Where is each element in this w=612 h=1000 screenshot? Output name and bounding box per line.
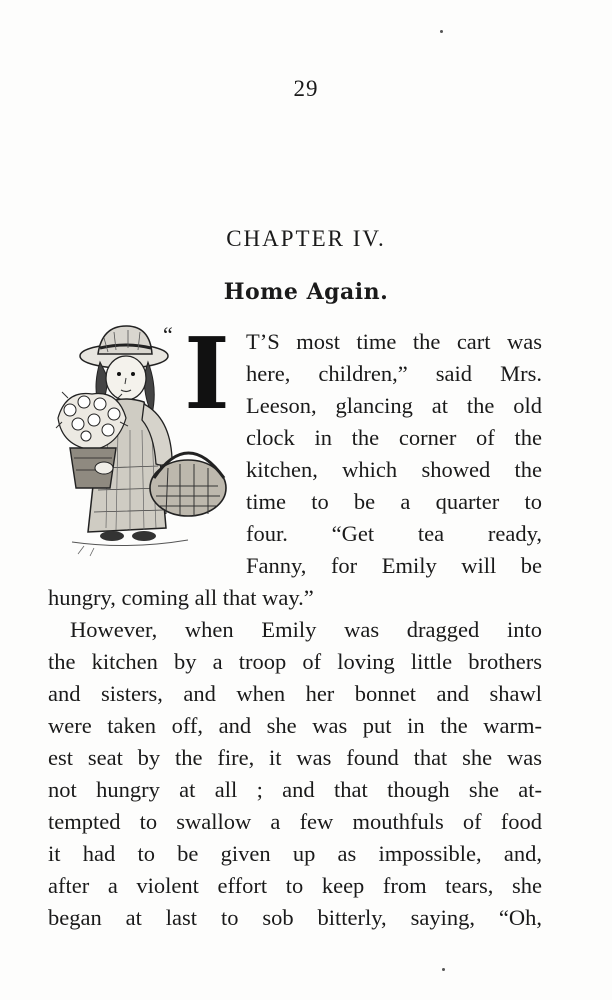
text-line: not hungry at all ; and that though she at-: [48, 777, 542, 802]
text-line: est seat by the fire, it was found that she was: [48, 745, 542, 770]
text-line: began at last to sob bitterly, saying, “Oh,: [48, 905, 542, 930]
text-line: it had to be given up as impossible, and,: [48, 841, 542, 866]
text-line: kitchen, which showed the: [246, 457, 542, 482]
text-line: were taken off, and she was put in the warm-: [48, 713, 542, 738]
chapter-heading: CHAPTER IV.: [226, 226, 386, 251]
full-width-paragraph-lines: [48, 582, 542, 934]
text-line: clock in the corner of the: [246, 425, 542, 450]
text-line: Fanny, for Emily will be: [246, 553, 542, 578]
text-line: the kitchen by a troop of loving little brothers: [48, 649, 542, 674]
text-line: T’S most time the cart was: [246, 329, 542, 354]
text-line: four. “Get tea ready,: [246, 521, 542, 546]
wrapped-paragraph-lines: [246, 326, 542, 582]
text-line: hungry, coming all that way.”: [48, 585, 314, 610]
text-line: here, children,” said Mrs.: [246, 361, 542, 386]
drop-cap-letter: I: [184, 317, 230, 432]
text-line: after a violent effort to keep from tears, she: [48, 873, 542, 898]
chapter-title: Home Again.: [223, 279, 389, 305]
page-number: 29: [293, 76, 319, 101]
paper-speck: [440, 30, 443, 33]
text-line: tempted to swallow a few mouthfuls of food: [48, 809, 542, 834]
paper-speck: [442, 968, 445, 971]
text-line: However, when Emily was dragged into: [70, 617, 542, 642]
text-line: time to be a quarter to: [246, 489, 542, 514]
text-line: and sisters, and when her bonnet and shawl: [48, 681, 542, 706]
opening-quote-mark: “: [163, 322, 173, 347]
text-line: Leeson, glancing at the old: [246, 393, 542, 418]
